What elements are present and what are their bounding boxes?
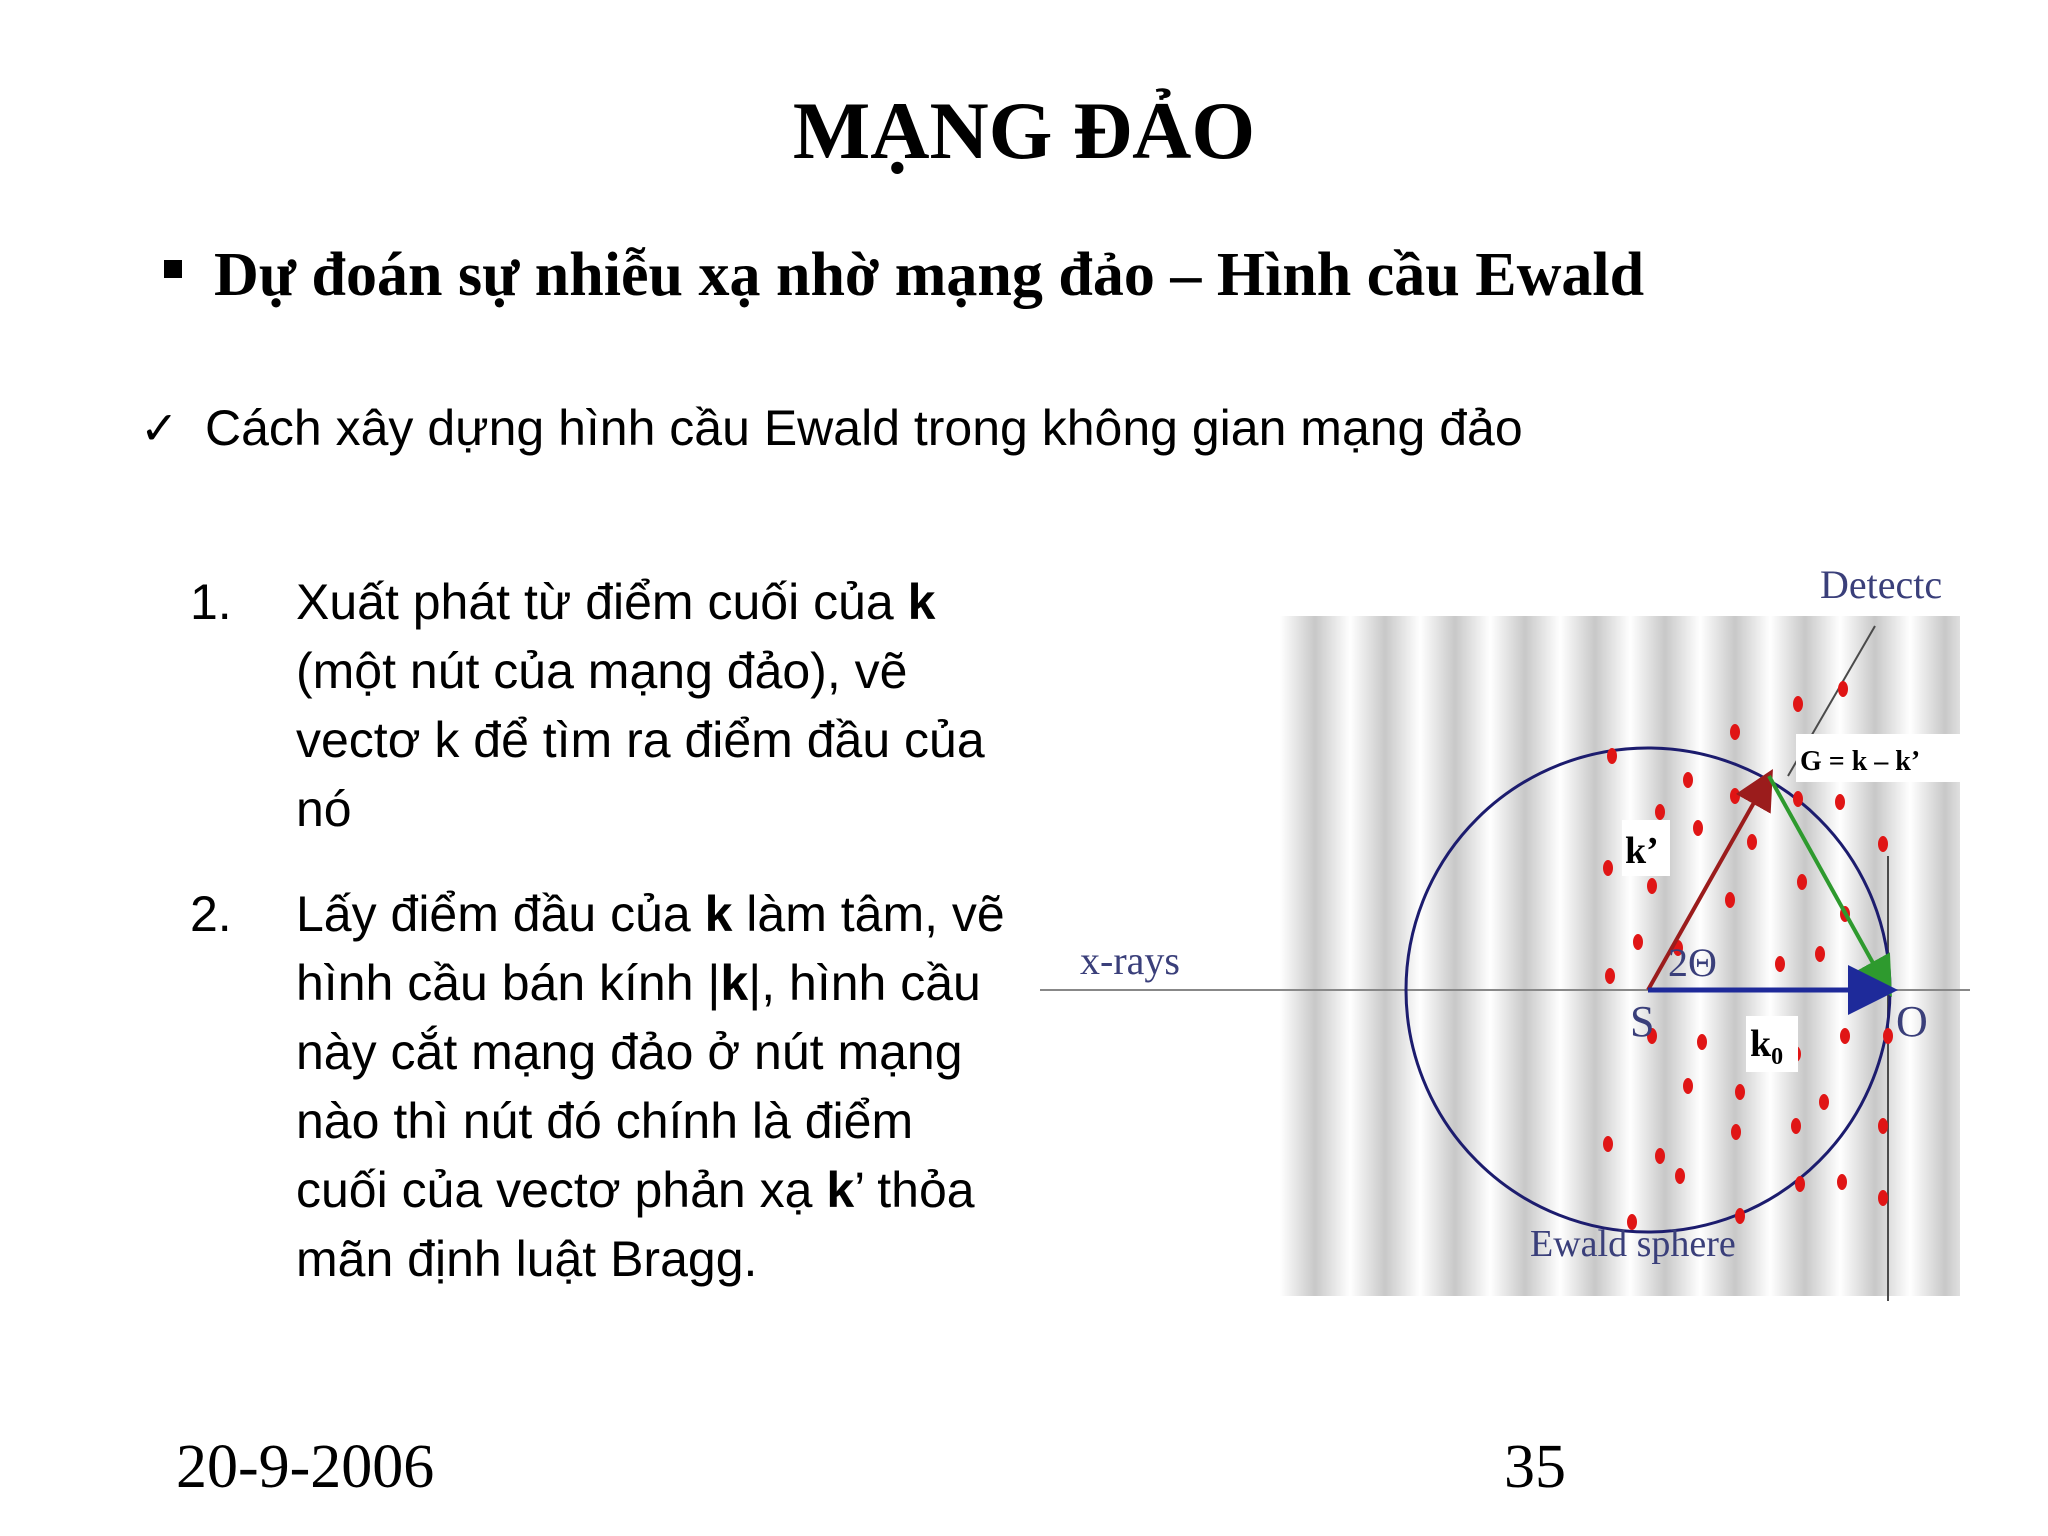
page-number: 35: [1504, 1433, 1566, 1501]
g-label: G = k – k’: [1800, 746, 1921, 777]
lattice-point: [1735, 1084, 1745, 1100]
detector-label: Detectc: [1820, 562, 1943, 607]
step-text: [296, 568, 1010, 844]
step-text-part: làm tâm, vẽ hình cầu bán kính |: [296, 886, 1005, 1011]
list-item: [190, 568, 1010, 844]
step-text-part: Xuất phát từ điểm cuối của: [296, 574, 908, 630]
step-text-part: Lấy điểm đầu của: [296, 886, 705, 942]
lattice-point: [1837, 1174, 1847, 1190]
lattice-point: [1883, 1028, 1893, 1044]
slide-subtitle: [214, 240, 1644, 310]
lattice-point: [1655, 804, 1665, 820]
lattice-point: [1633, 934, 1643, 950]
lattice-point: [1793, 696, 1803, 712]
lattice-point: [1840, 1028, 1850, 1044]
lattice-point: [1735, 1208, 1745, 1224]
square-bullet-icon: [164, 260, 182, 278]
two-theta-label: 2Θ: [1668, 940, 1717, 985]
lattice-point: [1775, 956, 1785, 972]
lattice-point: [1675, 1168, 1685, 1184]
subtitle-text: Dự đoán sự nhiễu xạ nhờ mạng đảo – Hình cầu Ewald: [214, 241, 1645, 309]
lattice-point: [1603, 860, 1613, 876]
lattice-point: [1730, 788, 1740, 804]
lattice-point: [1838, 681, 1848, 697]
k-prime-label: k’: [1625, 830, 1659, 872]
footer-date: 20-9-2006: [176, 1433, 435, 1501]
lattice-point: [1693, 820, 1703, 836]
lattice-point: [1647, 878, 1657, 894]
o-label: O: [1896, 997, 1928, 1046]
lattice-point: [1607, 748, 1617, 764]
k0-label-sub: 0: [1771, 1044, 1784, 1070]
check-mark-icon: ✓: [140, 402, 179, 454]
lattice-point: [1731, 1124, 1741, 1140]
list-item: [190, 880, 1010, 1294]
lattice-point: [1683, 1078, 1693, 1094]
bold-k: k: [704, 886, 733, 942]
slide-title: MẠNG ĐẢO: [792, 85, 1256, 176]
step-number: 2.: [190, 886, 232, 942]
lattice-point: [1683, 772, 1693, 788]
bold-k: k: [720, 955, 749, 1011]
bold-k: k: [907, 574, 936, 630]
lattice-point: [1815, 946, 1825, 962]
lattice-point: [1819, 1094, 1829, 1110]
lattice-point: [1730, 724, 1740, 740]
lattice-point: [1791, 1118, 1801, 1134]
k0-label-main: k: [1750, 1023, 1772, 1065]
lattice-point: [1878, 836, 1888, 852]
steps-list: [190, 568, 1010, 1330]
lattice-point: [1835, 794, 1845, 810]
bold-k: k: [826, 1162, 855, 1218]
step-text-part: ’ thỏa mãn định luật Bragg.: [296, 1162, 975, 1287]
lattice-point: [1795, 1176, 1805, 1192]
ewald-sphere-diagram: [1040, 556, 1980, 1316]
s-label: S: [1630, 997, 1655, 1046]
step-text: [296, 880, 1010, 1294]
step-text-part: |, hình cầu này cắt mạng đảo ở nút mạng nào thì nút đó chính là điểm cuối của vectơ phản xạ: [296, 955, 981, 1218]
step-number: 1.: [190, 574, 232, 630]
lattice-point: [1655, 1148, 1665, 1164]
ewald-diagram-svg: [1040, 556, 1980, 1316]
lattice-point: [1793, 791, 1803, 807]
lattice-point: [1878, 1118, 1888, 1134]
lattice-point: [1797, 874, 1807, 890]
ewald-sphere-label: Ewald sphere: [1530, 1223, 1736, 1265]
step-text-part: (một nút của mạng đảo), vẽ vectơ k để tìm ra điểm đầu của nó: [296, 643, 985, 837]
striped-background: [1280, 616, 1960, 1296]
lattice-point: [1697, 1034, 1707, 1050]
lattice-point: [1878, 1190, 1888, 1206]
lattice-point: [1603, 1136, 1613, 1152]
x-rays-label: x-rays: [1080, 938, 1180, 983]
lattice-point: [1747, 834, 1757, 850]
lattice-point: [1725, 892, 1735, 908]
check-item-text: Cách xây dựng hình cầu Ewald trong không gian mạng đảo: [205, 400, 1523, 456]
lattice-point: [1605, 968, 1615, 984]
